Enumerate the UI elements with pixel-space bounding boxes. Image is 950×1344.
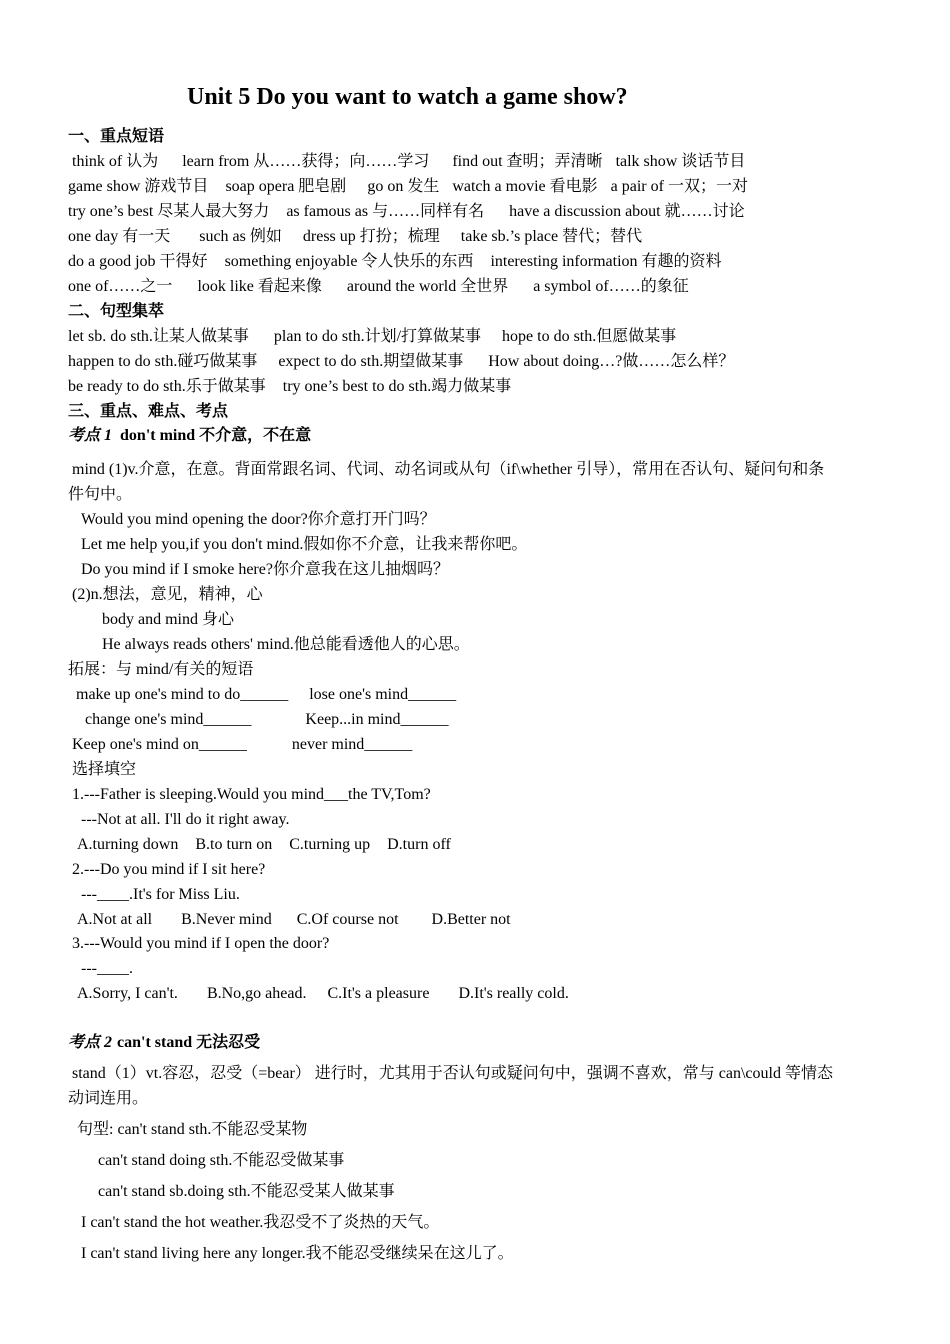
pattern-row-1 xyxy=(68,327,676,347)
phrase: game show 游戏节目 xyxy=(68,178,209,195)
mind-definition-1-cont: 件句中。 xyxy=(68,486,133,503)
option: A.turning down xyxy=(77,836,179,853)
question-3-options xyxy=(77,984,569,1004)
fill-blank-phrase: never mind______ xyxy=(291,736,413,753)
pattern: happen to do sth.碰巧做某事 xyxy=(68,353,258,370)
question-2-options xyxy=(77,910,511,930)
phrase: one of……之一 xyxy=(68,278,173,295)
point-label: 考点 2 xyxy=(68,1034,113,1051)
phrase: around the world 全世界 xyxy=(346,278,509,295)
option: D.turn off xyxy=(387,836,451,853)
option: C.It's a pleasure xyxy=(327,985,430,1002)
fill-blank-phrase: Keep...in mind______ xyxy=(305,711,449,728)
question-3-reply: ---____. xyxy=(81,960,133,977)
question-1-options xyxy=(77,835,451,855)
phrase: interesting information 有趣的资料 xyxy=(490,253,722,270)
phrase: such as 例如 xyxy=(199,228,282,245)
option: C.Of course not xyxy=(296,911,399,928)
phrase: learn from 从……获得；向……学习 xyxy=(182,153,430,170)
phrase: have a discussion about 就……讨论 xyxy=(509,203,745,220)
point-2-heading xyxy=(68,1033,260,1053)
phrase: go on 发生 xyxy=(367,178,440,195)
stand-definition-cont: 动词连用。 xyxy=(68,1090,149,1107)
mind-definition-1: mind (1)v.介意，在意。背面常跟名词、代词、动名词或从句（if\whether 引导），常用在否认句、疑问句和条 xyxy=(72,461,825,478)
phrase: something enjoyable 令人快乐的东西 xyxy=(224,253,474,270)
fill-blank-phrase: Keep one's mind on______ xyxy=(72,736,247,753)
option: B.Never mind xyxy=(181,911,272,928)
pattern: be ready to do sth.乐于做某事 xyxy=(68,378,266,395)
pattern: expect to do sth.期望做某事 xyxy=(278,353,464,370)
extension-row-3 xyxy=(72,735,412,755)
option: B.No,go ahead. xyxy=(206,985,307,1002)
pattern: How about doing…?做……怎么样？ xyxy=(488,353,735,370)
example-sentence: Would you mind opening the door?你介意打开门吗？ xyxy=(81,511,436,528)
phrase: talk show 谈话节目 xyxy=(615,153,746,170)
pattern: try one’s best to do sth.竭力做某事 xyxy=(282,378,512,395)
example-sentence: Do you mind if I smoke here?你介意我在这儿抽烟吗？ xyxy=(81,561,449,578)
point-1-heading xyxy=(68,426,311,446)
phrase-row-6 xyxy=(68,277,689,297)
phrase: a pair of 一双；一对 xyxy=(610,178,748,195)
phrase: think of 认为 xyxy=(72,153,159,170)
page-title: Unit 5 Do you want to watch a game show? xyxy=(187,84,628,110)
phrase: find out 查明；弄清晰 xyxy=(452,153,603,170)
extension-row-1 xyxy=(76,685,456,705)
example-sentence: I can't stand living here any longer.我不能忍受继续呆在这儿了。 xyxy=(81,1245,514,1262)
fill-blank-phrase: make up one's mind to do______ xyxy=(76,686,289,703)
phrase: dress up 打扮；梳理 xyxy=(302,228,440,245)
pattern: plan to do sth.计划/打算做某事 xyxy=(273,328,482,345)
example-sentence: body and mind 身心 xyxy=(102,611,234,628)
example-sentence: I can't stand the hot weather.我忍受不了炎热的天气。 xyxy=(81,1214,440,1231)
phrase: look like 看起来像 xyxy=(197,278,322,295)
sentence-pattern: can't stand sb.doing sth.不能忍受某人做某事 xyxy=(98,1183,395,1200)
phrase: watch a movie 看电影 xyxy=(452,178,598,195)
pattern-row-3 xyxy=(68,377,511,397)
phrase: as famous as 与……同样有名 xyxy=(286,203,485,220)
fill-blank-phrase: lose one's mind______ xyxy=(309,686,457,703)
phrase: soap opera 肥皂剧 xyxy=(225,178,347,195)
phrase-row-4 xyxy=(68,227,642,247)
option: A.Sorry, I can't. xyxy=(77,985,178,1002)
sentence-pattern: 句型: can't stand sth.不能忍受某物 xyxy=(77,1121,308,1138)
option: C.turning up xyxy=(289,836,371,853)
example-sentence: Let me help you,if you don't mind.假如你不介意，让我来帮你吧。 xyxy=(81,536,528,553)
phrase: a symbol of……的象征 xyxy=(533,278,689,295)
pattern: let sb. do sth.让某人做某事 xyxy=(68,328,249,345)
phrase: do a good job 干得好 xyxy=(68,253,208,270)
phrase: try one’s best 尽某人最大努力 xyxy=(68,203,270,220)
question-2-reply: ---____.It's for Miss Liu. xyxy=(81,886,240,903)
option: B.to turn on xyxy=(195,836,273,853)
example-sentence: He always reads others' mind.他总能看透他人的心思。 xyxy=(102,636,470,653)
phrase: take sb.’s place 替代；替代 xyxy=(460,228,643,245)
extension-row-2 xyxy=(85,710,449,730)
point-title: can't stand 无法忍受 xyxy=(117,1034,261,1051)
pattern-row-2 xyxy=(68,352,734,372)
question-2: 2.---Do you mind if I sit here? xyxy=(72,861,266,878)
exercise-label: 选择填空 xyxy=(72,761,137,778)
question-3: 3.---Would you mind if I open the door? xyxy=(72,935,330,952)
sentence-pattern: can't stand doing sth.不能忍受做某事 xyxy=(98,1152,345,1169)
section-heading-phrases: 一、重点短语 xyxy=(68,128,165,145)
extension-label: 拓展：与 mind/有关的短语 xyxy=(68,661,254,678)
option: D.Better not xyxy=(431,911,511,928)
phrase-row-5 xyxy=(68,252,722,272)
section-heading-key-points: 三、重点、难点、考点 xyxy=(68,403,229,420)
fill-blank-phrase: change one's mind______ xyxy=(85,711,252,728)
phrase-row-2 xyxy=(68,177,748,197)
option: A.Not at all xyxy=(77,911,153,928)
option: D.It's really cold. xyxy=(458,985,569,1002)
pattern: hope to do sth.但愿做某事 xyxy=(502,328,677,345)
mind-definition-2: (2)n.想法，意见，精神，心 xyxy=(72,586,263,603)
point-label: 考点 1 xyxy=(68,427,113,444)
phrase-row-3 xyxy=(68,202,745,222)
section-heading-sentence-patterns: 二、句型集萃 xyxy=(68,303,165,320)
phrase: one day 有一天 xyxy=(68,228,171,245)
phrase-row-1 xyxy=(72,152,745,172)
point-title: don't mind 不介意，不在意 xyxy=(120,427,312,444)
question-1: 1.---Father is sleeping.Would you mind___the TV,Tom? xyxy=(72,786,431,803)
question-1-reply: ---Not at all. I'll do it right away. xyxy=(81,811,290,828)
stand-definition: stand（1）vt.容忍，忍受（=bear） 进行时，尤其用于否认句或疑问句中，强调不喜欢，常与 can\could 等情态 xyxy=(72,1065,833,1082)
